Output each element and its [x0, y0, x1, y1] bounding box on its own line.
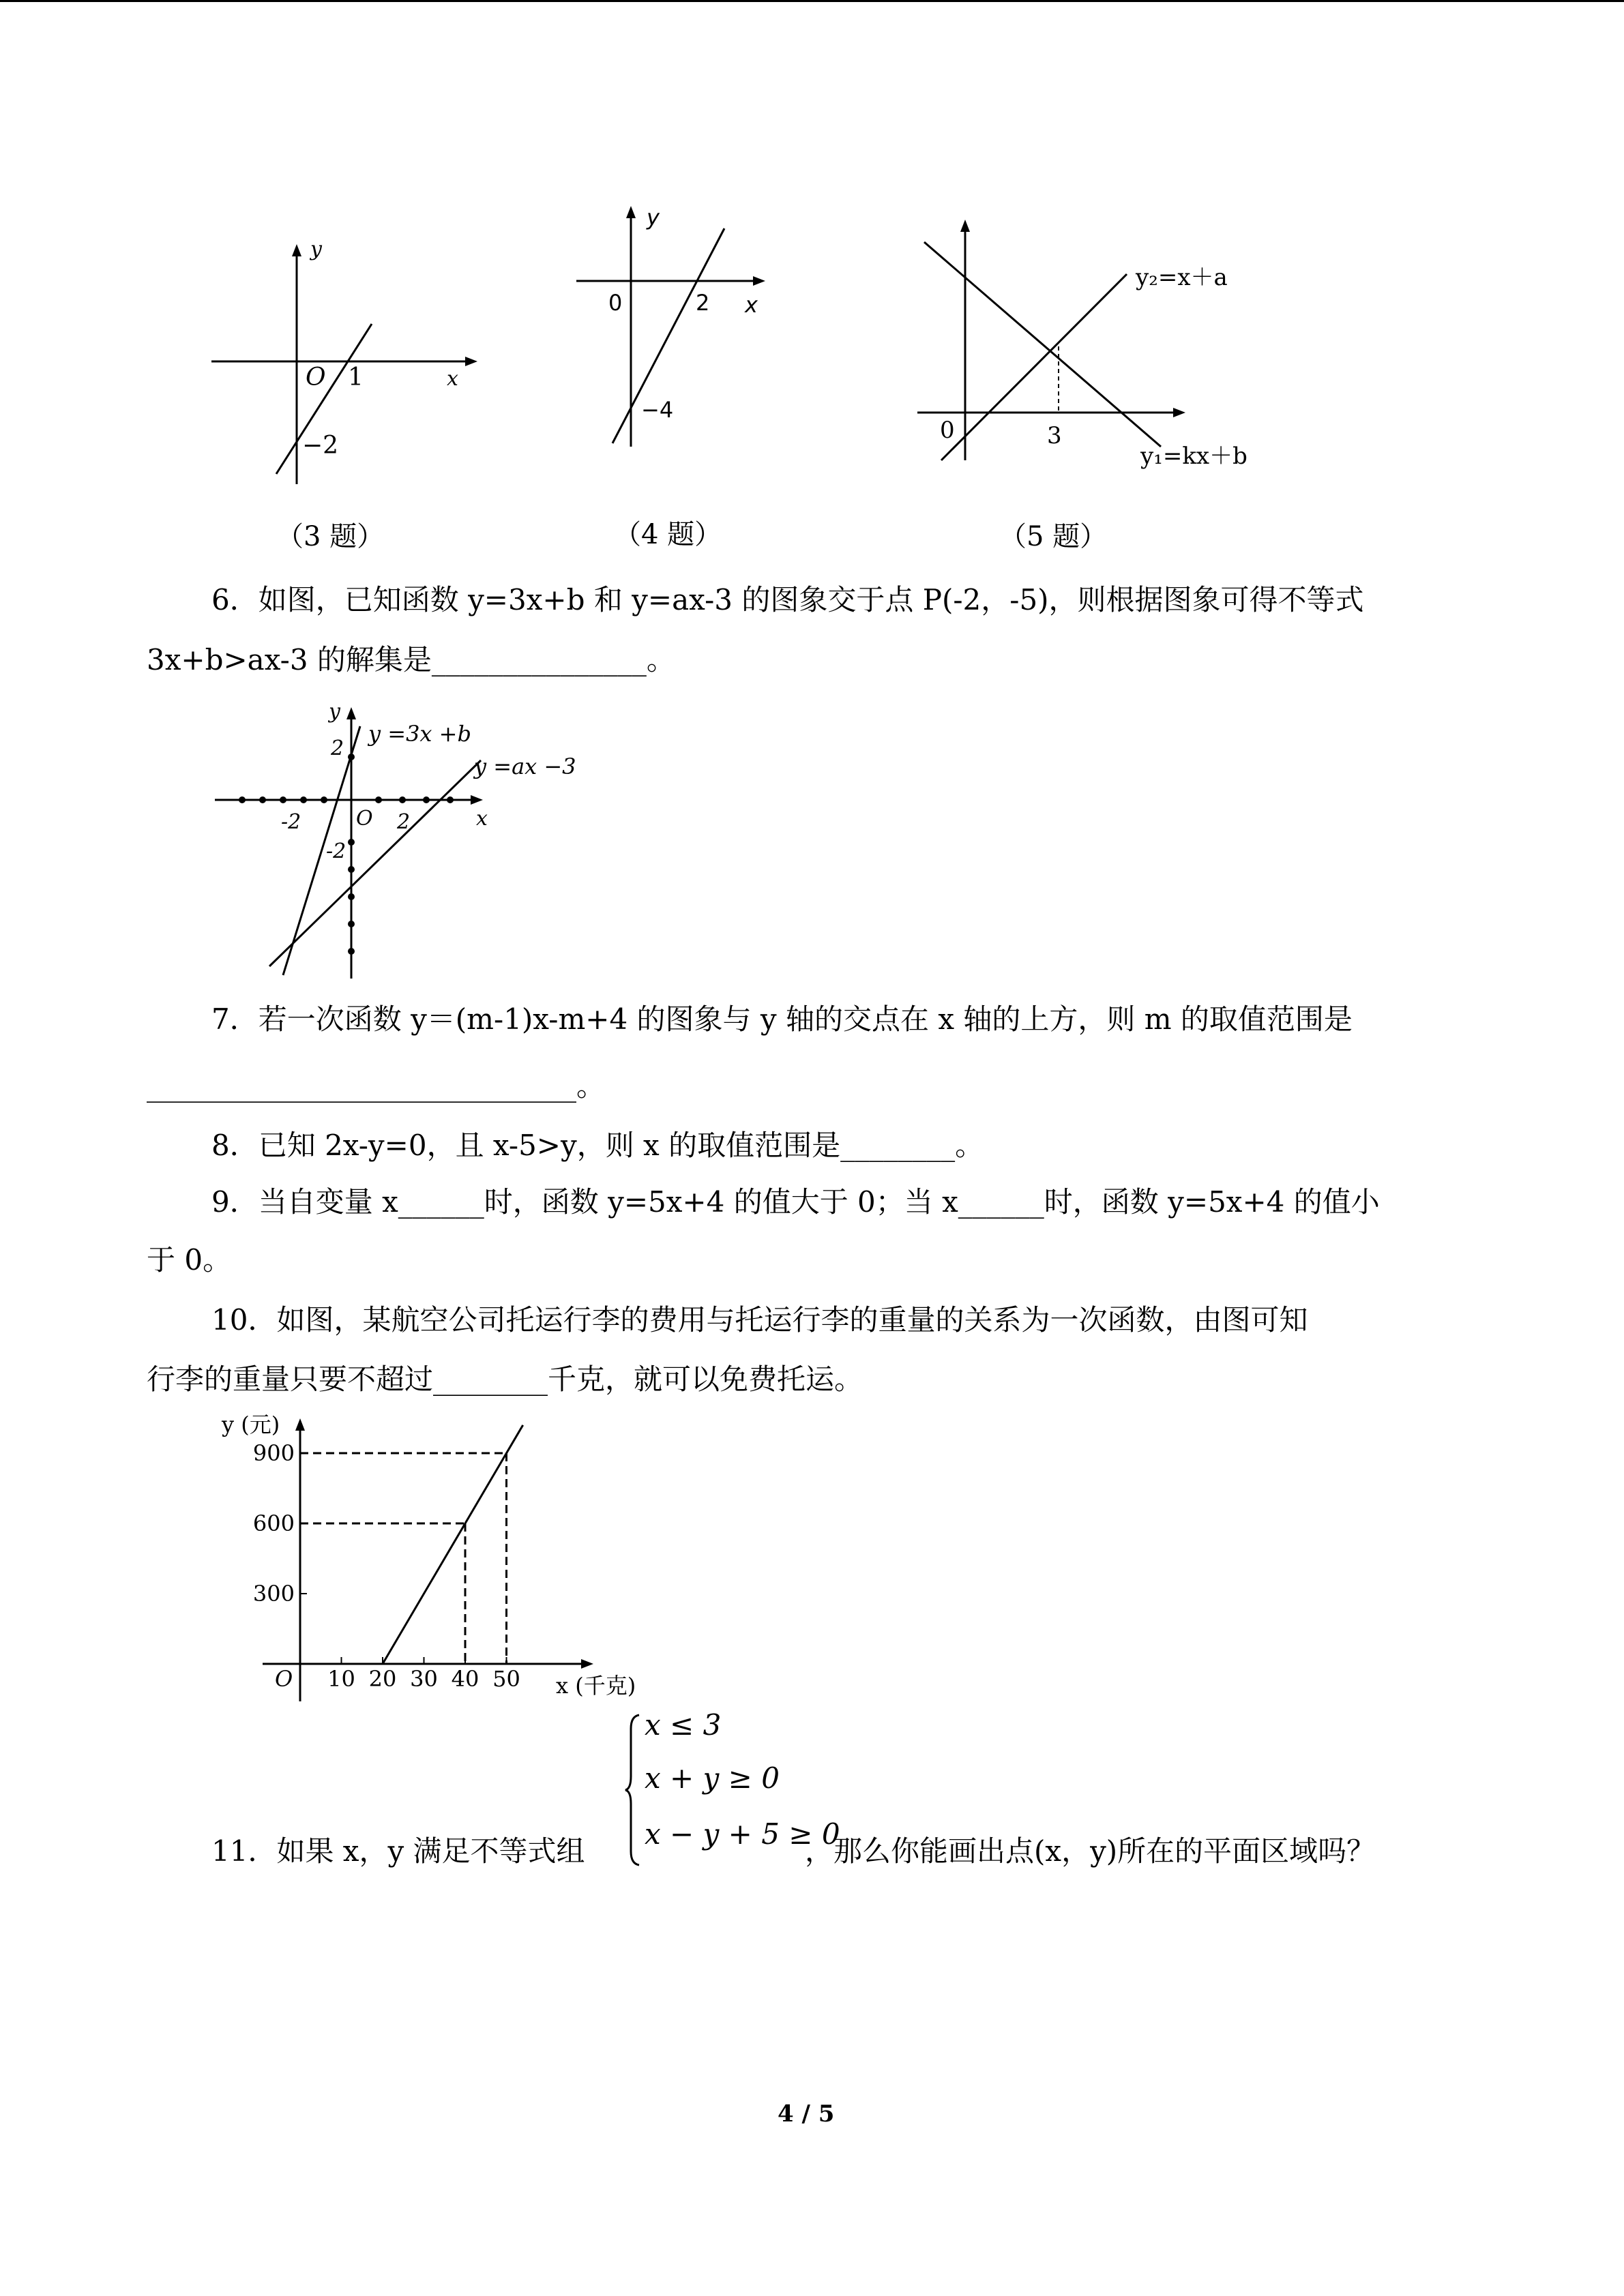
fig10-y-tick-label-300: 300 [252, 1581, 295, 1607]
q11-inequality-system [624, 1708, 840, 1885]
fig5-line-y1 [924, 242, 1161, 447]
q11-inequality-3: x − y + 5 ≥ 0 [645, 1817, 840, 1851]
fig5-x-mark-label: 3 [1047, 422, 1062, 449]
fig4-x-arrow [753, 276, 765, 286]
fig3-axis-y-label: y [310, 237, 322, 261]
fig10-axis-y-label: y (元) [222, 1412, 280, 1437]
q11-inequality-1: x ≤ 3 [645, 1708, 722, 1742]
fig10-y-arrow [295, 1418, 305, 1431]
fig5-y-arrow [960, 220, 970, 232]
fig10-x-tick-label-50: 50 [492, 1666, 520, 1692]
q9-line2: 于 0。 [147, 1243, 232, 1277]
top-border [0, 0, 1624, 2]
q10-line2: 行李的重量只要不超过________千克，就可以免费托运。 [147, 1362, 863, 1396]
figure-q5 [907, 211, 1289, 477]
page-number: 4 / 5 [778, 2100, 835, 2128]
fig5-line-y2 [941, 274, 1127, 460]
fig6-line-3x-plus-b [283, 726, 360, 975]
q6-line1: 6．如图，已知函数 y=3x+b 和 y=ax-3 的图象交于点 P(-2，-5)，则根据图象可得不等式 [211, 583, 1364, 616]
fig3-y-intercept-label: −2 [302, 432, 339, 460]
fig3-axis-x-label: x [447, 367, 458, 391]
fig5-y2-label: y₂=x＋a [1136, 264, 1228, 291]
fig3-x-arrow [465, 357, 477, 366]
fig10-x-arrow [581, 1659, 593, 1669]
q11-inequality-2: x + y ≥ 0 [645, 1761, 780, 1795]
q9-line1: 9．当自变量 x______时，函数 y=5x+4 的值大于 0；当 x______时，函数 y=5x+4 的值小 [211, 1185, 1380, 1219]
fig10-x-tick-label-10: 10 [327, 1666, 355, 1692]
fig6-x-arrow [471, 795, 483, 805]
fig6-axis-x-label: x [476, 807, 488, 831]
fig6-label-line1: y =3x +b [368, 721, 471, 747]
fig10-x-tick-label-30: 30 [410, 1666, 438, 1692]
fig5-x-arrow [1173, 408, 1185, 417]
figure-q3 [205, 232, 491, 491]
fig3-y-arrow [292, 244, 301, 256]
fig6-origin-label: O [356, 807, 373, 831]
fig10-x-tick-label-40: 40 [451, 1666, 479, 1692]
fig6-tick-x-neg: -2 [281, 810, 301, 834]
fig4-y-arrow [626, 206, 636, 218]
fig10-axis-x-label: x (千克) [556, 1673, 636, 1699]
q7-line2: ______________________________。 [147, 1069, 606, 1103]
fig6-tick-y-neg: -2 [326, 839, 346, 863]
q7-line1: 7．若一次函数 y＝(m-1)x-m+4 的图象与 y 轴的交点在 x 轴的上方，则 m 的取值范围是 [211, 1002, 1353, 1036]
fig10-x-tick-label-20: 20 [368, 1666, 397, 1692]
fig6-label-line2: y =ax −3 [474, 754, 576, 779]
caption-q5: （5 题） [999, 521, 1108, 552]
fig10-origin-label: O [275, 1666, 293, 1692]
fig5-y1-label: y₁=kx＋b [1140, 443, 1247, 470]
fig4-y-intercept-label: −4 [641, 397, 674, 423]
fig4-axis-y-label: y [647, 205, 660, 230]
fig6-axis-y-label: y [329, 700, 340, 724]
fig4-x-intercept-label: 2 [696, 290, 710, 316]
q11-text-before: 11．如果 x，y 满足不等式组 [211, 1834, 585, 1868]
figure-q4 [566, 198, 784, 464]
fig3-x-intercept-label: 1 [348, 363, 364, 391]
fig6-y-arrow [346, 707, 356, 719]
fig4-origin-label: 0 [608, 290, 623, 316]
q6-line2: 3x+b>ax-3 的解集是_______________。 [147, 643, 675, 676]
caption-q3: （3 题） [276, 521, 385, 552]
fig10-cost-line [383, 1425, 523, 1664]
q11-brace-icon [624, 1708, 645, 1872]
fig10-y-tick-label-600: 600 [252, 1510, 295, 1537]
fig3-origin-label: O [306, 363, 326, 391]
q8-line1: 8．已知 2x-y=0，且 x-5>y，则 x 的取值范围是________。 [211, 1129, 984, 1162]
fig5-origin-label: 0 [940, 417, 955, 444]
q10-line1: 10．如图，某航空公司托运行李的费用与托运行李的重量的关系为一次函数，由图可知 [211, 1303, 1308, 1337]
fig10-y-tick-label-900: 900 [252, 1440, 295, 1467]
caption-q4: （4 题） [614, 519, 722, 550]
fig4-axis-x-label: x [745, 292, 758, 318]
fig6-tick-y-pos: 2 [331, 736, 344, 760]
fig6-tick-x-pos: 2 [397, 810, 411, 834]
figure-q10-chart [215, 1408, 665, 1708]
fig6-line-ax-minus-3 [269, 760, 481, 966]
q11-text-after: ，那么你能画出点(x，y)所在的平面区域吗？ [805, 1834, 1376, 1868]
figure-q6 [205, 699, 600, 985]
